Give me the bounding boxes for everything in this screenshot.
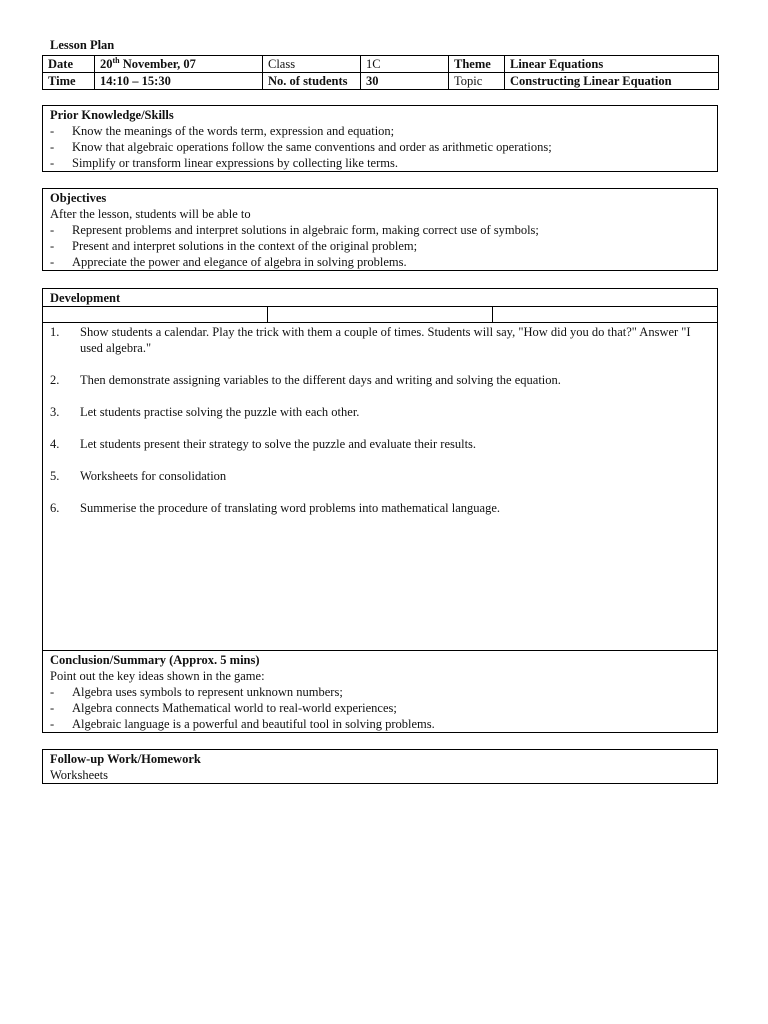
date-value: 20th November, 07: [95, 56, 263, 73]
topic-value: Constructing Linear Equation: [505, 73, 719, 90]
prior-knowledge-heading: Prior Knowledge/Skills: [50, 108, 174, 122]
theme-label: Theme: [449, 56, 505, 73]
students-label: No. of students: [263, 73, 361, 90]
list-item: - Present and interpret solutions in the context of the original problem;: [50, 239, 418, 253]
development-step: 3. Let students practise solving the puzzle with each other.: [50, 405, 360, 419]
list-item: - Know the meanings of the words term, expression and equation;: [50, 124, 395, 138]
development-step: 4. Let students present their strategy to solve the puzzle and evaluate their results.: [50, 437, 477, 451]
theme-value: Linear Equations: [505, 56, 719, 73]
development-step: 6. Summerise the procedure of translating word problems into mathematical language.: [50, 501, 501, 515]
development-steps: [43, 323, 717, 650]
header-row-time: [43, 73, 719, 90]
conclusion-heading: Conclusion/Summary (Approx. 5 mins): [50, 653, 260, 667]
students-value: 30: [361, 73, 449, 90]
development-section: [42, 288, 718, 733]
objectives-heading: Objectives: [50, 191, 107, 205]
followup-text: Worksheets: [50, 768, 109, 782]
list-item: - Know that algebraic operations follow the same conventions and order as arithmetic operations;: [50, 140, 552, 154]
list-item: - Simplify or transform linear expressions by collecting like terms.: [50, 156, 398, 170]
list-item: - Represent problems and interpret solutions in algebraic form, making correct use of symbols;: [50, 223, 539, 237]
development-step: 1. Show students a calendar. Play the trick with them a couple of times. Students will say, "How did you do that?" Answer "I used algebra.": [50, 325, 691, 355]
date-label: Date: [43, 56, 95, 73]
conclusion-section: [43, 650, 717, 732]
list-item: - Appreciate the power and elegance of algebra in solving problems.: [50, 255, 407, 269]
development-grid-row: [43, 306, 717, 323]
conclusion-intro: Point out the key ideas shown in the game:: [50, 669, 265, 683]
objectives-intro: After the lesson, students will be able to: [50, 207, 251, 221]
prior-knowledge-section: [42, 105, 718, 172]
followup-section: [42, 749, 718, 784]
list-item: - Algebraic language is a powerful and beautiful tool in solving problems.: [50, 717, 435, 731]
header-row-date: [43, 56, 719, 73]
development-heading: Development: [50, 291, 121, 305]
lesson-header-table: [42, 55, 719, 90]
objectives-section: [42, 188, 718, 271]
time-value: 14:10 – 15:30: [95, 73, 263, 90]
development-step: 5. Worksheets for consolidation: [50, 469, 227, 483]
list-item: - Algebra uses symbols to represent unknown numbers;: [50, 685, 343, 699]
page-title: Lesson Plan: [50, 38, 115, 52]
list-item: - Algebra connects Mathematical world to real-world experiences;: [50, 701, 397, 715]
class-label: Class: [263, 56, 361, 73]
followup-heading: Follow-up Work/Homework: [50, 752, 201, 766]
development-step: 2. Then demonstrate assigning variables to the different days and writing and solving the equation.: [50, 373, 561, 387]
topic-label: Topic: [449, 73, 505, 90]
time-label: Time: [43, 73, 95, 90]
class-value: 1C: [361, 56, 449, 73]
